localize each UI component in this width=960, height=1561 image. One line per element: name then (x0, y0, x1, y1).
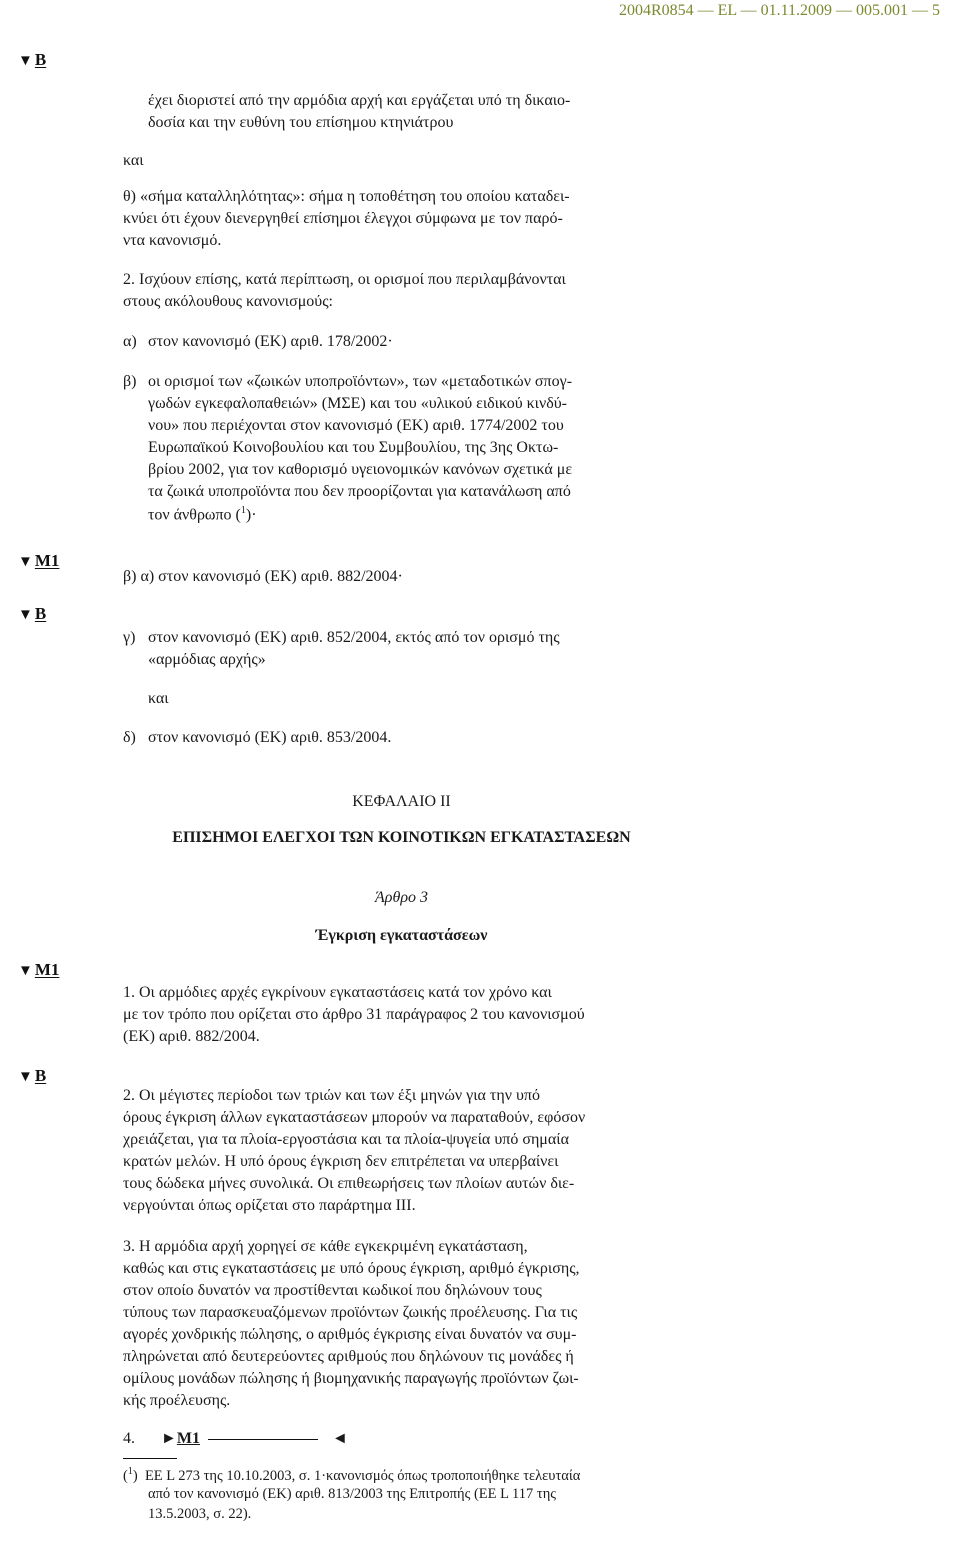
page-header: 2004R0854 — EL — 01.11.2009 — 005.001 — 5 (618, 2, 940, 19)
item-label: γ) (123, 629, 136, 646)
footnote-number: 1 (127, 1466, 133, 1477)
article-paragraph-3-line: αγορές χονδρικής πώλησης, ο αριθμός έγκρισης είναι δυνατόν να συμ- (123, 1326, 577, 1343)
item-label: β) (123, 373, 137, 390)
item-b-line: γωδών εγκεφαλοπαθειών» (ΜΣΕ) και του «υλικού ειδικού κινδύ- (148, 395, 568, 412)
article-paragraph-3-line: στον οποίο δυνατόν να προστίθενται κωδικοί που δηλώνουν τους (123, 1282, 542, 1299)
article-paragraph-3-line: 3. Η αρμόδια αρχή χορηγεί σε κάθε εγκεκριμένη εγκατάσταση, (123, 1238, 528, 1255)
item-b-line: νου» που περιέχονται στον κανονισμό (ΕΚ) αριθ. 1774/2002 του (148, 417, 564, 434)
article-paragraph-2-line: όρους έγκριση άλλων εγκαταστάσεων μπορούν να παραταθούν, εφόσον (123, 1109, 586, 1126)
triangle-down-icon: ▼ (18, 554, 33, 570)
item-b-line: τον άνθρωπο ($^1$)· (148, 505, 257, 524)
triangle-down-icon: ▼ (18, 1069, 33, 1085)
amendment-ref-m1[interactable]: M1 (176, 1430, 200, 1447)
arrow-left-icon: ◄ (331, 1430, 348, 1447)
amendment-marker-m1: ▼ M1 (18, 960, 60, 979)
article-paragraph-3-line: καθώς και στις εγκαταστάσεις με υπό όρους έγκριση, αριθμό έγκρισης, (123, 1260, 580, 1277)
article-paragraph-1-line: 1. Οι αρμόδιες αρχές εγκρίνουν εγκαταστάσεις κατά τον χρόνο και (123, 984, 552, 1001)
item-b-line: βρίου 2002, για τον καθορισμό υγειονομικών κανόνων σχετικά με (148, 461, 573, 478)
definition-theta-line: κνύει ότι έχουν διενεργηθεί επίσημοι έλεγχοι σύμφωνα με τον παρό- (123, 210, 563, 227)
article-paragraph-3-line: τύπους των παρασκευαζόμενων προϊόντων ζωικής προέλευσης. Για τις (123, 1304, 578, 1321)
article-paragraph-3-line: ομίλους μονάδων πώλησης ή βιομηχανικής παραγωγής προϊόντων ζωι- (123, 1370, 579, 1387)
article-paragraph-2-line: κρατών μελών. Η υπό όρους έγκριση δεν επιτρέπεται να υπερβαίνει (123, 1153, 559, 1170)
item-a-text: στον κανονισμό (ΕΚ) αριθ. 178/2002· (148, 333, 393, 350)
article-paragraph-2-line: 2. Οι μέγιστες περίοδοι των τριών και των έξι μηνών για την υπό (123, 1087, 540, 1104)
paragraph-2-line: 2. Ισχύουν επίσης, κατά περίπτωση, οι ορισμοί που περιλαμβάνονται (123, 271, 566, 288)
item-b-line: τα ζωικά υποπροϊόντα που δεν προορίζονται για κατανάλωση από (148, 483, 571, 500)
footnote-line: 13.5.2003, σ. 22). (148, 1506, 252, 1522)
article-paragraph-2-line: χρειάζεται, για τα πλοία-εργοστάσια και τα πλοία-ψυγεία υπό σημαία (123, 1131, 569, 1148)
conjunction: και (148, 690, 169, 707)
article-paragraph-3-line: κής προέλευσης. (123, 1392, 231, 1409)
footnote-separator (123, 1458, 177, 1459)
item-g-line: στον κανονισμό (ΕΚ) αριθ. 852/2004, εκτός από τον ορισμό της (148, 629, 560, 646)
article-title: Έγκριση εγκαταστάσεων (315, 927, 488, 944)
amendment-marker-b: ▼ B (18, 604, 47, 623)
triangle-down-icon: ▼ (18, 963, 33, 979)
footnote-reference[interactable]: 1 (240, 505, 246, 516)
deletion-line (208, 1439, 318, 1440)
intro-line: έχει διοριστεί από την αρμόδια αρχή και εργάζεται υπό τη δικαιο- (148, 92, 571, 109)
article-paragraph-2-line: νεργούνται όπως ορίζεται στο παράρτημα ΙΙΙ. (123, 1197, 416, 1214)
article-number: Άρθρο 3 (375, 889, 428, 906)
item-label: δ) (123, 729, 136, 746)
chapter-number: ΚΕΦΑΛΑΙΟ ΙΙ (352, 793, 451, 810)
item-b-line: οι ορισμοί των «ζωικών υποπροϊόντων», των «μεταδοτικών σπογ- (148, 373, 573, 390)
footnote-line: από τον κανονισμό (ΕΚ) αριθ. 813/2003 της Επιτροπής (ΕΕ L 117 της (148, 1486, 557, 1502)
article-paragraph-2-line: τους δώδεκα μήνες συνολικά. Οι επιθεωρήσεις των πλοίων αυτών διε- (123, 1175, 575, 1192)
definition-theta-line: ντα κανονισμό. (123, 232, 222, 249)
item-ba-text: β) α) στον κανονισμό (ΕΚ) αριθ. 882/2004· (123, 568, 403, 585)
conjunction: και (123, 152, 144, 169)
paragraph-2-line: στους ακόλουθους κανονισμούς: (123, 293, 333, 310)
article-paragraph-3-line: πληρώνεται από δευτερεύοντες αριθμούς που δηλώνουν τις μονάδες ή (123, 1348, 574, 1365)
triangle-down-icon: ▼ (18, 53, 33, 69)
triangle-down-icon: ▼ (18, 607, 33, 623)
footnote-line: ($^1$) ΕΕ L 273 της 10.10.2003, σ. 1·κανονισμός όπως τροποποιήθηκε τελευταία (123, 1466, 581, 1484)
amendment-marker-b: ▼ B (18, 50, 47, 69)
item-label: α) (123, 333, 137, 350)
item-d-text: στον κανονισμό (ΕΚ) αριθ. 853/2004. (148, 729, 392, 746)
paragraph-number: 4. (123, 1430, 135, 1447)
article-paragraph-4 (123, 1430, 348, 1448)
arrow-right-icon: ► (161, 1430, 177, 1447)
article-paragraph-1-line: (ΕΚ) αριθ. 882/2004. (123, 1028, 260, 1045)
article-paragraph-1-line: με τον τρόπο που ορίζεται στο άρθρο 31 παράγραφος 2 του κανονισμού (123, 1006, 585, 1023)
amendment-marker-b: ▼ B (18, 1066, 47, 1085)
amendment-marker-m1: ▼ M1 (18, 551, 60, 570)
definition-theta-line: θ) «σήμα καταλληλότητας»: σήμα η τοποθέτηση του οποίου καταδει- (123, 188, 570, 205)
item-b-line: Ευρωπαϊκού Κοινοβουλίου και του Συμβουλίου, της 3ης Οκτω- (148, 439, 559, 456)
chapter-title: ΕΠΙΣΗΜΟΙ ΕΛΕΓΧΟΙ ΤΩΝ ΚΟΙΝΟΤΙΚΩΝ ΕΓΚΑΤΑΣΤΑΣΕΩΝ (172, 829, 631, 846)
item-g-line: «αρμόδιας αρχής» (148, 651, 266, 668)
intro-line: δοσία και την ευθύνη του επίσημου κτηνιάτρου (148, 114, 454, 131)
